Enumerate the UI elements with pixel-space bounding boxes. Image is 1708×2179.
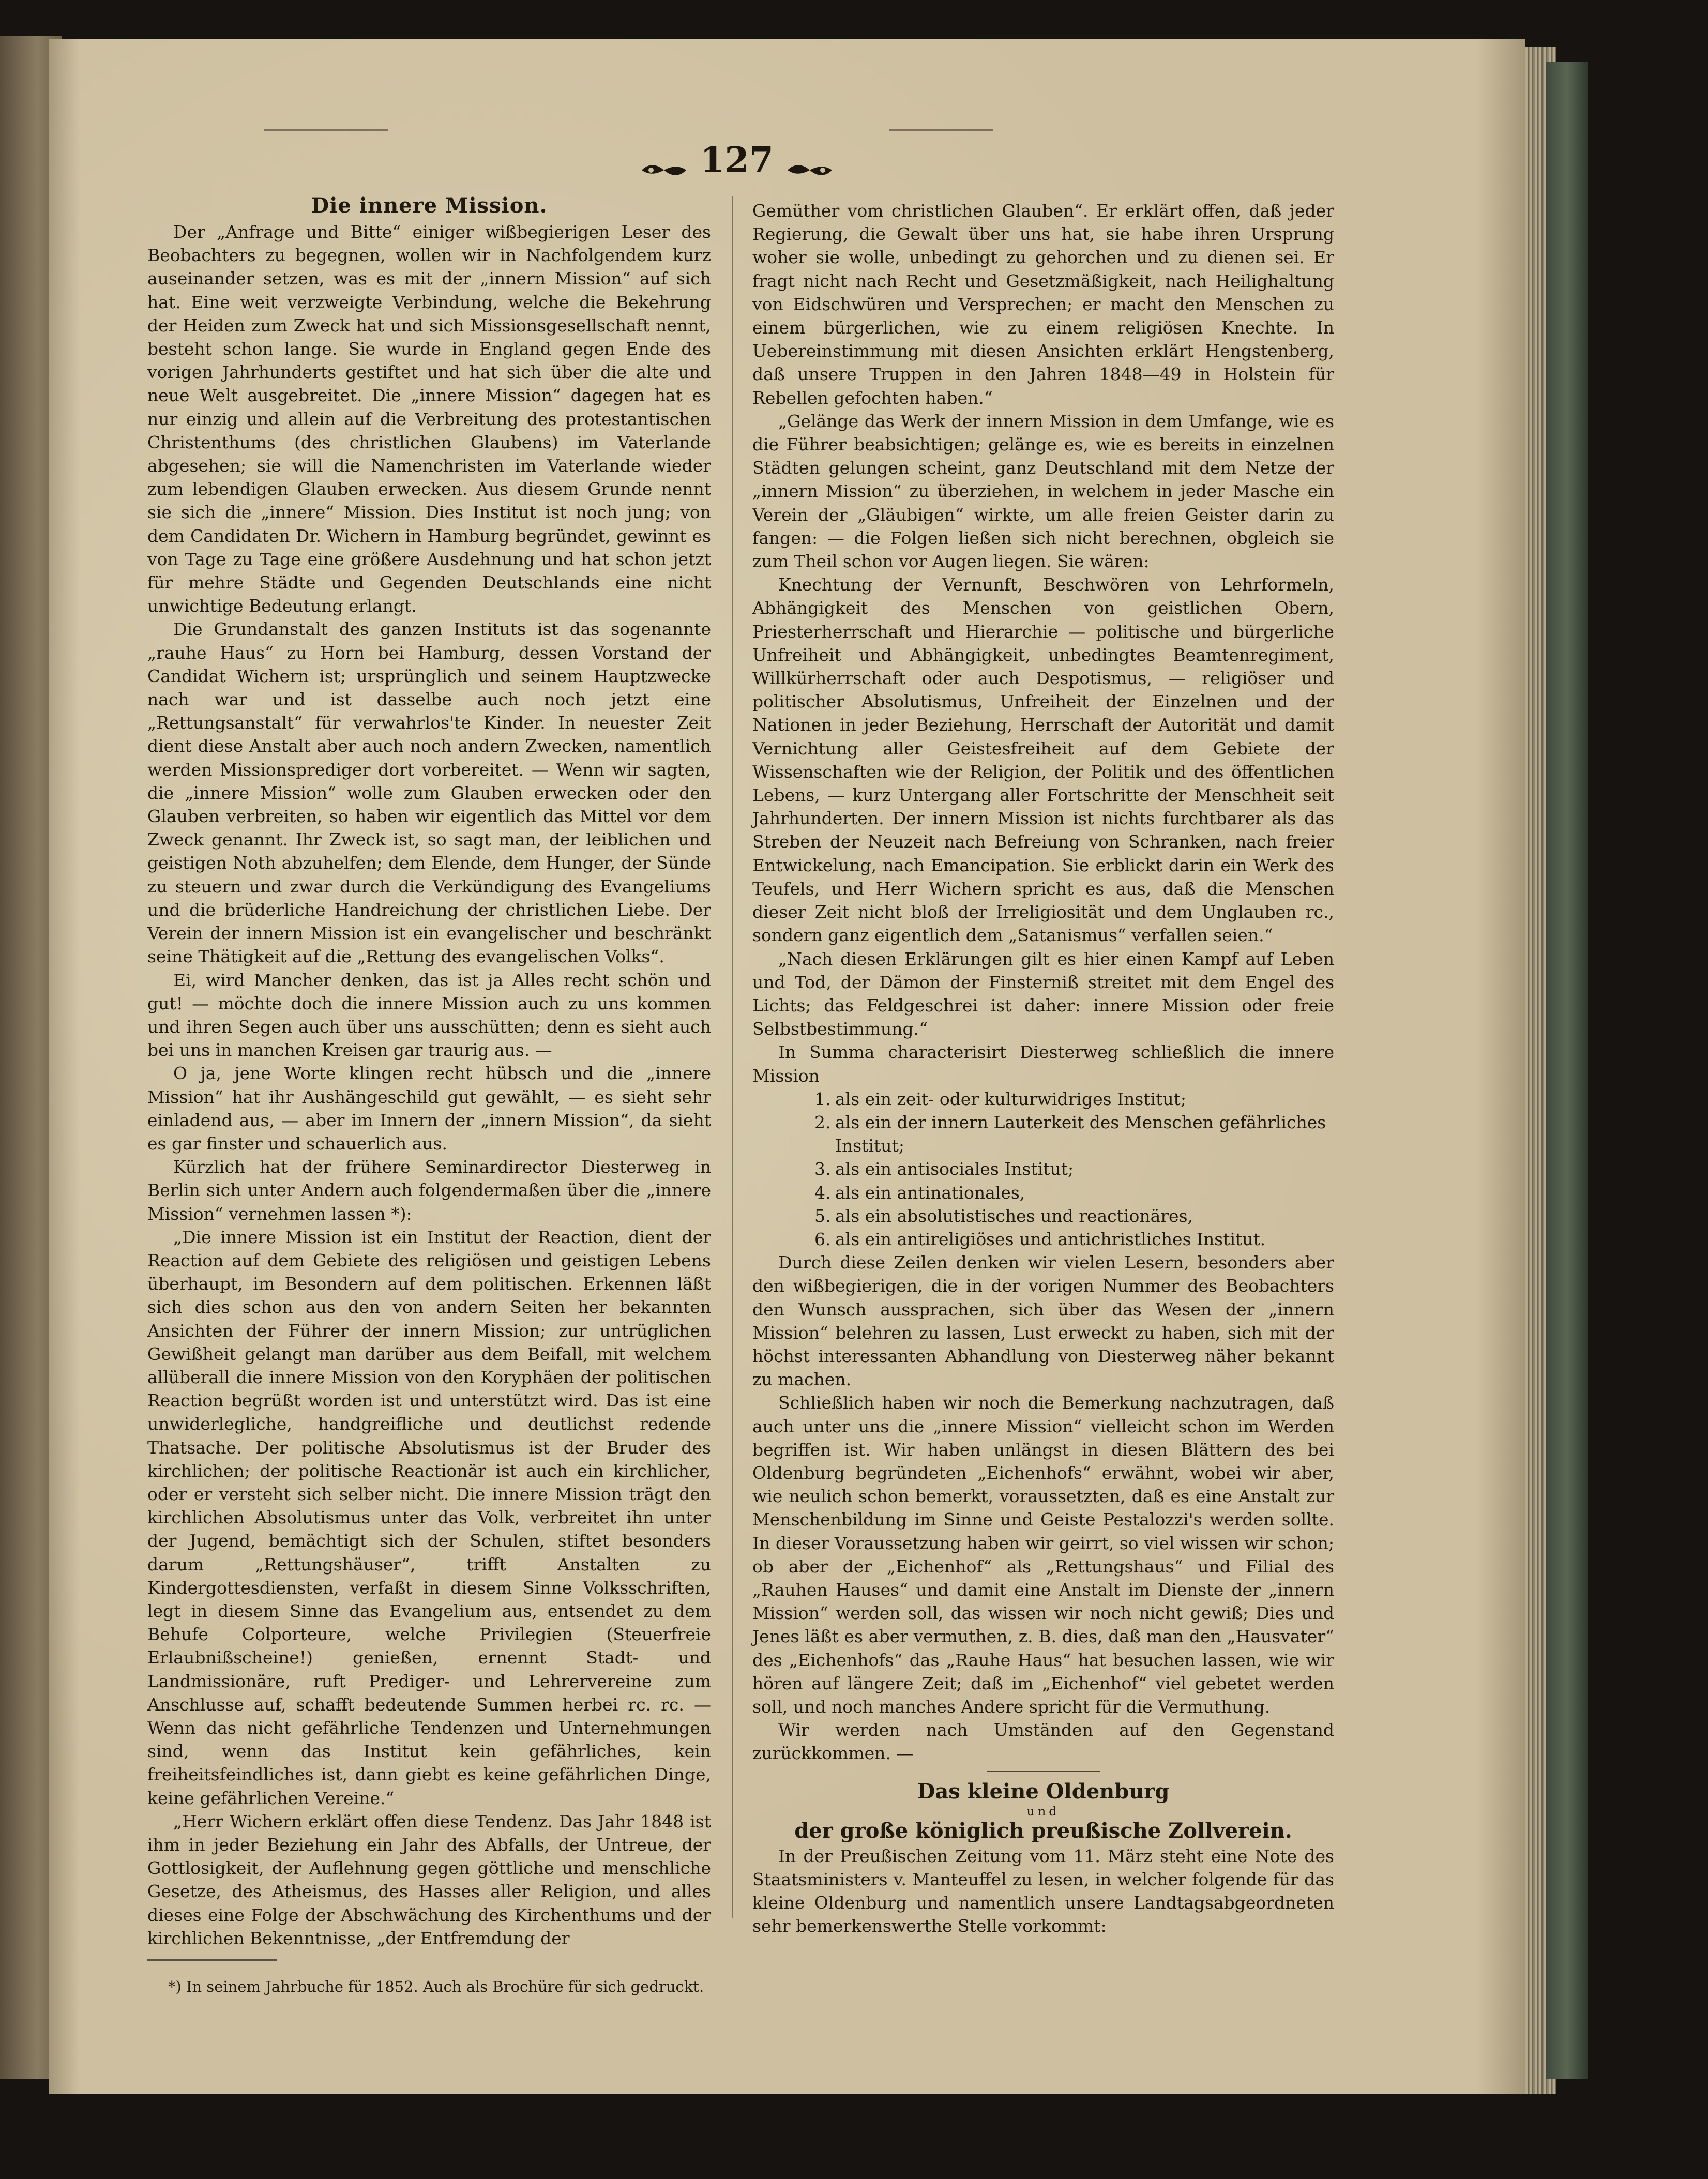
header-rule-left (264, 129, 388, 131)
list-item: 3. als ein antisociales Institut; (814, 1159, 1074, 1179)
page-number: 127 (700, 140, 774, 181)
book-cover-edge (1546, 62, 1588, 2079)
footnote: *) In seinem Jahrbuche für 1852. Auch als Brochüre für sich gedruckt. (168, 1978, 704, 1996)
paragraph: Die Grundanstalt des ganzen Instituts ist das sogenannte „rauhe Haus“ zu Horn bei Hamburg, dessen Vorstand der Candidat Wichern ist; ursprünglich und seinem Hauptzwecke nach war und ist dasselbe auch noch jetzt eine „Rettungsanstalt“ für verwahrlos'te Kinder. In neuester Zeit dient diese Anstalt aber auch noch andern Zwecken, namentlich werden Missionsprediger dort vorbereitet. — Wenn wir sagten, die „innere Mission“ wolle zum Glauben erwecken oder den Glauben verbreiten, so haben wir eigentlich das Mittel vor dem Zweck genannt. Ihr Zweck ist, so sagt man, der leiblichen und geistigen Noth abzuhelfen; dem Elende, dem Hunger, der Sünde zu steuern und zwar durch die Verkündigung des Evangeliums und die brüderliche Handreichung der christlichen Liebe. Der Verein der innern Mission ist ein evangelischer und beschränkt seine Thätigkeit auf die „Rettung des evangelischen Volks“. (147, 619, 711, 967)
quote-paragraph: „Gelänge das Werk der innern Mission in dem Umfange, wie es die Führer beabsichtigen; gelänge es, wie es bereits in einzelnen Städten gelungen scheint, ganz Deutschland mit dem Netze der „innern Mission“ zu überziehen, in welchem in jeder Masche ein Verein der „Gläubigen“ wirkte, um alle freien Geister darin zu fangen: — die Folgen ließen sich nicht berechnen, obgleich sie zum Theil schon vor Augen liegen. Sie wären: (752, 411, 1334, 572)
article2-subtitle: der große königlich preußische Zollverein. (794, 1818, 1292, 1843)
paragraph: O ja, jene Worte klingen recht hübsch und die „innere Mission“ hat ihr Aushängeschild gut gewählt, — es sieht sehr einladend aus, — aber im Innern der „innern Mission“, da sieht es gar finster und schauerlich aus. (147, 1063, 711, 1154)
quote-paragraph: Knechtung der Vernunft, Beschwören von Lehrformeln, Abhängigkeit des Menschen von geistlichen Obern, Priesterherrschaft und Hierarchie — politische und bürgerliche Unfreiheit und Abhängigkeit, unbedingtes Beamtenregiment, Willkürherrschaft oder auch Despotismus, — religiöser und politischer Absolutismus, Unfreiheit der Einzelnen und der Nationen in jeder Beziehung, Herrschaft der Autorität und damit Vernichtung aller Geistesfreiheit auf dem Gebiete der Wissenschaften wie der Religion, der Politik und des öffentlichen Lebens, — kurz Untergang aller Fortschritte der Menschheit seit Jahrhunderten. Der innern Mission ist nichts furchtbarer als das Streben der Neuzeit nach Befreiung von Schranken, nach freier Entwickelung, nach Emancipation. Sie erblickt darin ein Werk des Teufels, und Herr Wichern spricht es aus, daß die Menschen dieser Zeit nicht bloß der Irreligiosität und dem Unglauben rc., sondern ganz eigentlich dem „Satanismus“ verfallen seien.“ (752, 574, 1334, 946)
ornament-left-icon (641, 163, 687, 177)
article2-title-conjunction: und (1026, 1804, 1060, 1819)
list-item: 1. als ein zeit- oder kulturwidriges Institut; (814, 1088, 1186, 1109)
characterisation-list (752, 1087, 1334, 1251)
paragraph: Ei, wird Mancher denken, das ist ja Alles recht schön und gut! — möchte doch die innere Mission auch zu uns kommen und ihren Segen auch über uns ausschütten; denn es sieht auch bei uns in manchen Kreisen gar traurig aus. — (147, 970, 711, 1061)
footnote-rule (147, 1959, 277, 1961)
paragraph: In Summa characterisirt Diesterweg schließlich die innere Mission (752, 1042, 1334, 1086)
quote-paragraph: „Die innere Mission ist ein Institut der Reaction, dient der Reaction auf dem Gebiete des religiösen und geistigen Lebens überhaupt, im Besondern auf dem politischen. Erkennen läßt sich dies schon aus den von andern Seiten her bekannten Ansichten der Führer der innern Mission; zur untrüglichen Gewißheit gelangt man darüber aus dem Beifall, mit welchem allüberall die innere Mission von den Koryphäen der politischen Reaction begrüßt worden ist und unterstützt wird. Das ist eine unwiderlegliche, handgreifliche und deutlichst redende Thatsache. Der politische Absolutismus ist der Bruder des kirchlichen; der politische Reactionär ist auch ein kirchlicher, oder er versteht sich selber nicht. Die innere Mission trägt den kirchlichen Absolutismus unter das Volk, verbreitet ihn unter der Jugend, bemächtigt sich der Schulen, stiftet besonders darum „Rettungshäuser“, trifft Anstalten zu Kindergottesdiensten, verfaßt in diesem Sinne Volksschriften, legt in diesem Sinne das Evangelium aus, entsendet zu dem Behufe Colporteure, welche Privilegien (Steuerfreie Erlaubnißscheine!) genießen, ernennt Stadt- und Landmissionäre, ruft Prediger- und Lehrervereine zum Anschlusse auf, schafft bedeutende Summen herbei rc. rc. — Wenn das nicht gefährliche Tendenzen und Unternehmungen sind, wenn das Institut kein gefährliches, kein freiheitsfeindliches ist, dann giebt es keine gefährlichen Dinge, keine gefährlichen Vereine.“ (147, 1227, 711, 1808)
header-rule-right (889, 129, 993, 131)
paragraph: Wir werden nach Umständen auf den Gegenstand zurückkommen. — (752, 1720, 1334, 1764)
left-column (147, 191, 711, 2012)
column-divider (732, 196, 733, 1918)
paragraph: Schließlich haben wir noch die Bemerkung nachzutragen, daß auch unter uns die „innere Mission“ vielleicht schon im Werden begriffen ist. Wir haben unlängst in diesen Blättern des bei Oldenburg begründeten „Eichenhofs“ erwähnt, wobei wir aber, wie neulich schon bemerkt, voraussetzten, daß es eine Anstalt zur Menschenbildung im Sinne und Geiste Pestalozzi's werden sollte. In dieser Voraussetzung haben wir geirrt, so viel wissen wir schon; ob aber der „Eichenhof“ als „Rettungshaus“ und Filial des „Rauhen Hauses“ und damit eine Anstalt im Dienste der „innern Mission“ werden soll, das wissen wir noch nicht gewiß; Dies und Jenes läßt es aber vermuthen, z. B. dies, daß man den „Hausvater“ des „Eichenhofs“ das „Rauhe Haus“ hat besuchen lassen, wie wir hören auf längere Zeit; daß im „Eichenhof“ viel gebetet werden soll, und noch manches Andere spricht für die Vermuthung. (752, 1393, 1334, 1717)
quote-paragraph: „Nach diesen Erklärungen gilt es hier einen Kampf auf Leben und Tod, der Dämon der Finsterniß streitet mit dem Engel des Lichts; das Feldgeschrei ist daher: innere Mission oder freie Selbstbestimmung.“ (752, 948, 1334, 1039)
page-header (621, 132, 853, 189)
list-item: 2. als ein der innern Lauterkeit des Menschen gefährliches Institut; (814, 1112, 1326, 1156)
list-item: 6. als ein antireligiöses und antichristliches Institut. (814, 1229, 1266, 1249)
article-separator (987, 1771, 1100, 1772)
list-item: 5. als ein absolutistisches und reactionäres, (814, 1205, 1193, 1226)
paragraph: Der „Anfrage und Bitte“ einiger wißbegierigen Leser des Beobachters zu begegnen, wollen wir in Nachfolgendem kurz auseinander setzen, was es mit der „innern Mission“ auf sich hat. Eine weit verzweigte Verbindung, welche die Bekehrung der Heiden zum Zweck hat und sich Missionsgesellschaft nennt, besteht schon lange. Sie wurde in England gegen Ende des vorigen Jahrhunderts gestiftet und hat sich über die alte und neue Welt ausgebreitet. Die „innere Mission“ dagegen hat es nur einzig und allein auf die Verbreitung des protestantischen Christenthums (des christlichen Glaubens) im Vaterlande abgesehen; sie will die Namenchristen im Vaterlande wieder zum lebendigen Glauben erwecken. Aus diesem Grunde nennt sie sich die „innere“ Mission. Dies Institut ist noch jung; von dem Candidaten Dr. Wichern in Hamburg begründet, gewinnt es von Tage zu Tage eine größere Ausdehnung und hat schon jetzt für mehre Städte und Gegenden Deutschlands eine nicht unwichtige Bedeutung erlangt. (147, 222, 711, 616)
right-column (752, 199, 1334, 1938)
ornament-right-icon (787, 163, 833, 177)
list-item: 4. als ein antinationales, (814, 1182, 1025, 1203)
quote-paragraph: Gemüther vom christlichen Glauben“. Er erklärt offen, daß jeder Regierung, die Gewalt über uns hat, sie habe ihren Ursprung woher sie wolle, unbedingt zu gehorchen und zu dienen sei. Er fragt nicht nach Recht und Gesetzmäßigkeit, nach Heilighaltung von Eidschwüren und Versprechen; er macht den Menschen zu einem bürgerlichen, wie zu einem religiösen Knechte. In Uebereinstimmung mit diesen Ansichten erklärt Hengstenberg, daß unsere Truppen in den Jahren 1848—49 in Holstein für Rebellen gefochten haben.“ (752, 201, 1334, 408)
paragraph: Kürzlich hat der frühere Seminardirector Diesterweg in Berlin sich unter Andern auch folgendermaßen über die „innere Mission“ vernehmen lassen *): (147, 1157, 711, 1224)
paragraph: In der Preußischen Zeitung vom 11. März steht eine Note des Staatsministers v. Manteuffel zu lesen, in welcher folgende für das kleine Oldenburg und namentlich unsere Landtagsabgeordneten sehr bemerkenswerthe Stelle vorkommt: (752, 1845, 1334, 1936)
paragraph: Durch diese Zeilen denken wir vielen Lesern, besonders aber den wißbegierigen, die in der vorigen Nummer des Beobachters den Wunsch aussprachen, sich über das Wesen der „innern Mission“ belehren zu lassen, Lust erweckt zu haben, sich mit der höchst interessanten Abhandlung von Diesterweg näher bekannt zu machen. (752, 1252, 1334, 1390)
quote-paragraph: „Herr Wichern erklärt offen diese Tendenz. Das Jahr 1848 ist ihm in jeder Beziehung ein Jahr des Abfalls, der Untreue, der Gottlosigkeit, der Auflehnung gegen göttliche und menschliche Gesetze, des Atheismus, des Hasses aller Religion, und alles dieses eine Folge der Abschwächung des Kirchenthums und der kirchlichen Bekenntnisse, „der Entfremdung der (147, 1811, 711, 1948)
article-title: Die innere Mission. (311, 193, 548, 218)
article2-title: Das kleine Oldenburg (917, 1779, 1170, 1804)
